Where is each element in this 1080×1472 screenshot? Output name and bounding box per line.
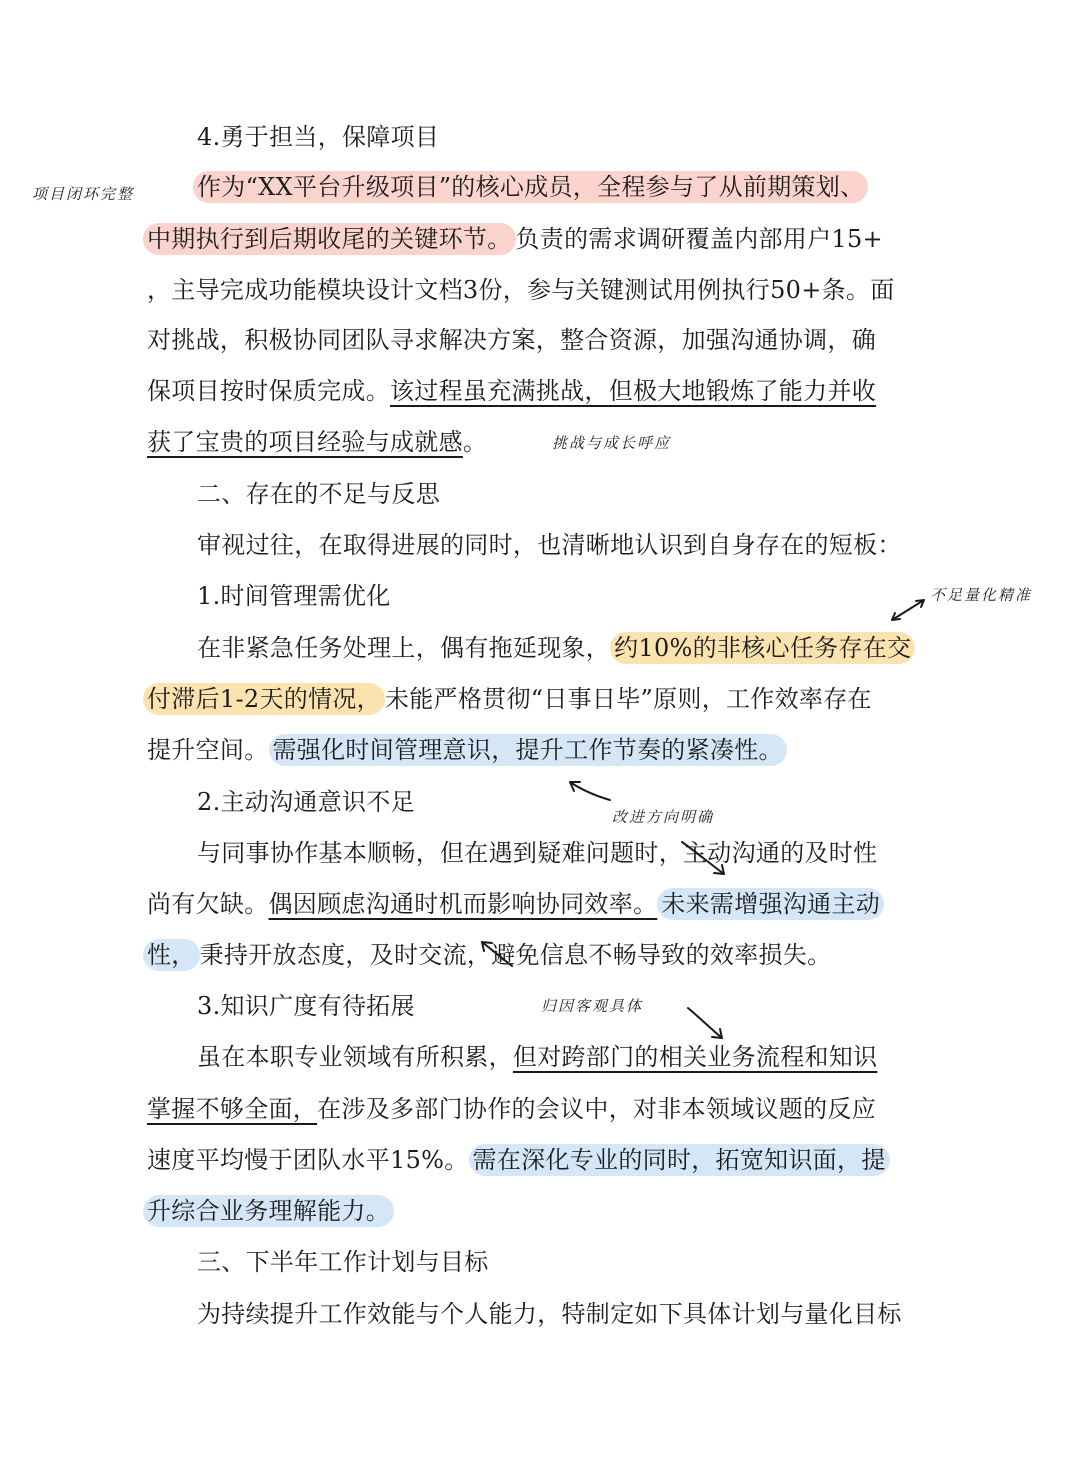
p1-line-5 xyxy=(0,371,1080,411)
highlight-yellow: 约10%的非核心任务存在交 xyxy=(610,632,915,664)
p2-line-3-pre: 提升空间。 xyxy=(147,736,269,764)
highlight-blue: 未来需增强沟通主动 xyxy=(657,888,884,920)
section-3-title: 三、下半年工作计划与目标 xyxy=(197,1248,489,1276)
p4-line-3 xyxy=(0,1140,1080,1180)
p4-line-2-rest: 在涉及多部门协作的会议中，对非本领域议题的反应 xyxy=(317,1095,877,1123)
heading-4: 4.勇于担当，保障项目 xyxy=(197,123,440,151)
p4-line-1 xyxy=(0,1037,1080,1077)
p1-line-2-rest: 负责的需求调研覆盖内部用户15+ xyxy=(515,225,883,253)
highlight-blue: 性， xyxy=(143,939,200,971)
highlight-blue: 升综合业务理解能力。 xyxy=(143,1195,394,1227)
heading-2: 2.主动沟通意识不足 xyxy=(197,788,415,816)
highlight-red: 作为“XX平台升级项目”的核心成员，全程参与了从前期策划、 xyxy=(193,171,868,203)
underline-text: 但对跨部门的相关业务流程和知识 xyxy=(512,1043,878,1071)
note-challenge-growth: 挑战与成长呼应 xyxy=(552,434,672,452)
section-2-title: 二、存在的不足与反思 xyxy=(197,480,440,508)
note-attribution: 归因客观具体 xyxy=(541,997,644,1015)
arrow-down-right-icon xyxy=(678,838,734,878)
p3-line-2-pre: 尚有欠缺。 xyxy=(147,890,269,918)
double-arrow-icon xyxy=(888,596,928,624)
p4-line-1-pre: 虽在本职专业领域有所积累， xyxy=(197,1043,513,1071)
highlight-yellow: 付滞后1-2天的情况， xyxy=(143,683,385,715)
p1-line-6-post: 。 xyxy=(462,428,488,456)
heading-1: 1.时间管理需优化 xyxy=(197,582,391,610)
arrow-down-right-icon xyxy=(684,1004,730,1044)
p3-line-2 xyxy=(0,884,1080,924)
note-quant-precise: 不足量化精准 xyxy=(930,586,1033,604)
section-2-intro: 审视过往，在取得进展的同时，也清晰地认识到自身存在的短板： xyxy=(197,531,902,559)
p1-line-2 xyxy=(0,219,1080,259)
highlight-red: 中期执行到后期收尾的关键环节。 xyxy=(143,223,516,255)
arrow-left-icon xyxy=(566,778,612,806)
p3-line-1: 与同事协作基本顺畅，但在遇到疑难问题时，主动沟通的及时性 xyxy=(197,839,878,867)
p2-line-1 xyxy=(0,628,1080,668)
p2-line-2-rest: 未能严格贯彻“日事日毕”原则，工作效率存在 xyxy=(384,685,872,713)
p3-line-3 xyxy=(0,935,1080,975)
p2-line-3 xyxy=(0,730,1080,770)
note-project-loop: 项目闭环完整 xyxy=(32,185,135,203)
note-direction-clear: 改进方向明确 xyxy=(612,808,715,826)
p4-line-2 xyxy=(0,1089,1080,1129)
p1-line-4: 对挑战，积极协同团队寻求解决方案，整合资源，加强沟通协调，确 xyxy=(147,326,876,354)
p4-line-3-pre: 速度平均慢于团队水平15%。 xyxy=(147,1146,469,1174)
p1-line-3: ，主导完成功能模块设计文档3份，参与关键测试用例执行50+条。面 xyxy=(147,276,895,304)
underline-text: 掌握不够全面， xyxy=(147,1095,318,1123)
underline-text: 该过程虽充满挑战，但极大地锻炼了能力并收 xyxy=(390,377,876,405)
heading-3: 3.知识广度有待拓展 xyxy=(197,992,415,1020)
p1-line-6 xyxy=(0,422,1080,462)
arrow-up-left-icon xyxy=(478,938,518,972)
underline-text: 获了宝贵的项目经验与成就感 xyxy=(147,428,463,456)
p2-line-2 xyxy=(0,679,1080,719)
highlight-blue: 需强化时间管理意识，提升工作节奏的紧凑性。 xyxy=(269,734,787,766)
p4-line-4 xyxy=(0,1191,1080,1231)
p3-line-3-rest: 秉持开放态度，及时交流，避免信息不畅导致的效率损失。 xyxy=(199,941,832,969)
highlight-blue: 需在深化专业的同时，拓宽知识面，提 xyxy=(469,1144,890,1176)
p2-line-1-pre: 在非紧急任务处理上，偶有拖延现象， xyxy=(197,634,611,662)
section-3-intro: 为持续提升工作效能与个人能力，特制定如下具体计划与量化目标 xyxy=(197,1300,902,1328)
underline-text: 偶因顾虑沟通时机而影响协同效率。 xyxy=(268,890,658,918)
p1-line-1 xyxy=(0,167,1080,207)
p1-line-5-pre: 保项目按时保质完成。 xyxy=(147,377,390,405)
